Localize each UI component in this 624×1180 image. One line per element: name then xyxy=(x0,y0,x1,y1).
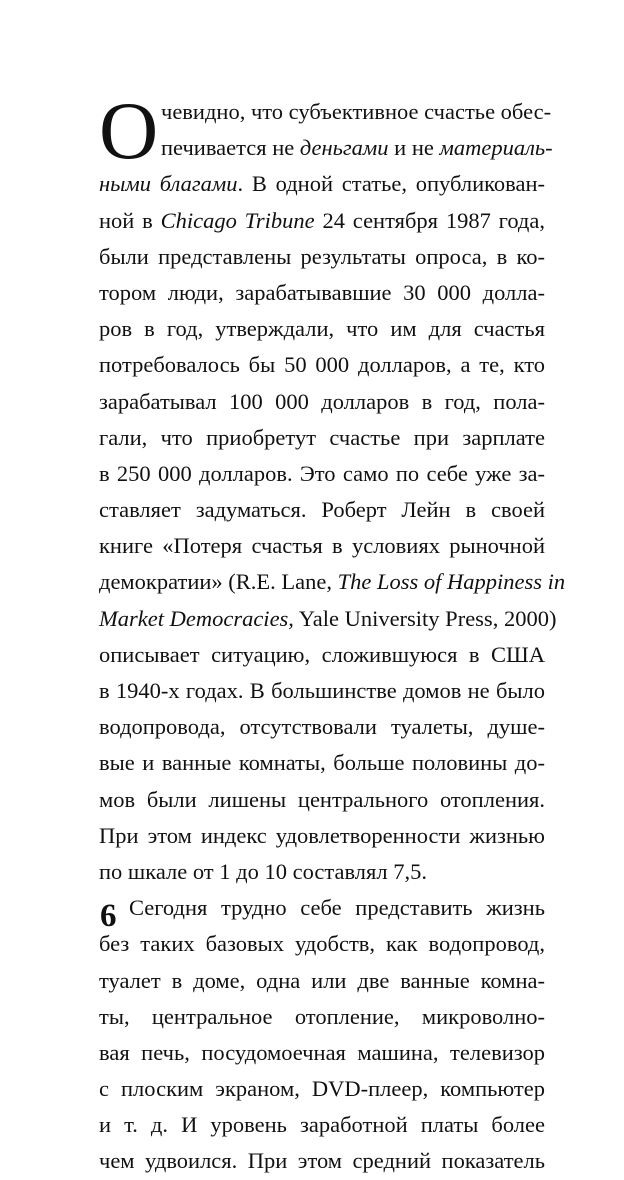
text-line: зарабатывал 100 000 долларов в год, пола- xyxy=(99,388,545,414)
italic-text: ными благами xyxy=(99,171,238,197)
text-line: ставляет задуматься. Роберт Лейн в своей xyxy=(99,497,545,523)
text-line: и т. д. И уровень заработной платы более xyxy=(99,1112,545,1138)
text-line: Market Democracies, Yale University Press, 2000) xyxy=(99,605,557,631)
text-line: водопровода, отсутствовали туалеты, душе- xyxy=(99,714,545,740)
italic-text: Chicago Tribune xyxy=(160,207,315,233)
text-line: мов были лишены центрального отопления. xyxy=(99,786,545,812)
text-line: в 1940-х годах. В большинстве домов не было xyxy=(99,678,545,703)
italic-text: материаль- xyxy=(439,135,553,161)
body-text xyxy=(99,85,566,1180)
text-line: гали, что приобретут счастье при зарплате xyxy=(99,424,545,450)
italic-text: Market Democracies, xyxy=(99,605,294,631)
text-line: вая печь, посудомоечная машина, телевизор xyxy=(99,1039,545,1065)
text-line: были представлены результаты опроса, в ко- xyxy=(99,243,545,269)
text-line: чевидно, что субъективное счастье обес- xyxy=(161,99,552,124)
text-line: демократии» (R.E. Lane, The Loss of Happiness in xyxy=(99,569,566,595)
text-line: вые и ванные комнаты, больше половины до- xyxy=(99,750,545,776)
text-line: чем удвоился. При этом средний показатель xyxy=(99,1148,545,1174)
text-line: с плоским экраном, DVD-плеер, компьютер xyxy=(99,1076,545,1102)
text-line: Сегодня трудно себе представить жизнь xyxy=(129,895,545,921)
text-line: книге «Потеря счастья в условиях рыночной xyxy=(99,533,545,559)
italic-text: The Loss of Happiness in xyxy=(337,569,566,595)
text-line: туалет в доме, одна или две ванные комна- xyxy=(99,967,545,993)
text-line: ты, центральное отопление, микроволно- xyxy=(99,1003,545,1029)
text-line: печивается не деньгами и не материаль- xyxy=(161,135,553,161)
text-line: без таких базовых удобств, как водопровод, xyxy=(99,931,545,957)
drop-cap: О xyxy=(99,85,159,176)
page-number: 6 xyxy=(100,898,117,934)
text-line: ной в Chicago Tribune 24 сентября 1987 года, xyxy=(99,207,545,233)
text-line: потребовалось бы 50 000 долларов, а те, кто xyxy=(99,352,545,378)
text-line: по шкале от 1 до 10 составлял 7,5. xyxy=(99,858,427,884)
text-line: в 250 000 долларов. Это само по себе уже за- xyxy=(99,460,545,486)
text-line: описывает ситуацию, сложившуюся в США xyxy=(99,641,545,667)
text-line: При этом индекс удовлетворенности жизнью xyxy=(99,822,545,848)
text-line: ров в год, утверждали, что им для счастья xyxy=(99,316,545,342)
text-line: ными благами. В одной статье, опубликован- xyxy=(99,171,545,197)
text-line: тором люди, зарабатывавшие 30 000 долла- xyxy=(99,279,545,305)
italic-text: деньгами xyxy=(299,135,389,161)
